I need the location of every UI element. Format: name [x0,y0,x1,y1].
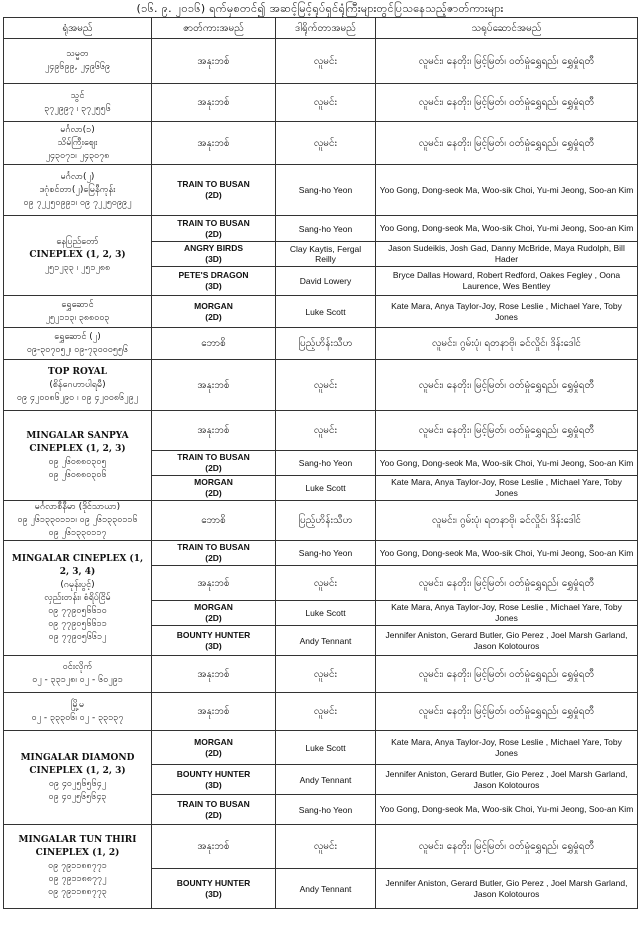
film-format: (3D) [205,888,222,899]
cinema-name-en: CINEPLEX (1, 2, 3) [29,250,126,260]
film-cell [152,451,276,476]
cast-cell: Yoo Gong, Dong-seok Ma, Woo-sik Choi, Yu-mi Jeong, Soo-an Kim [376,541,638,566]
film-title: BOUNTY HUNTER [176,768,251,779]
director-cell: Luke Scott [276,476,376,501]
cast-cell: Jennifer Aniston, Gerard Butler, Gio Perez , Joel Marsh Garland, Jason Kolotouros [376,765,638,795]
director-cell: လူမင်း [276,566,376,601]
film-format: (3D) [205,640,222,651]
film-format: (2D) [205,809,222,820]
film-cell [152,795,276,825]
cast-cell: လူမင်း၊ ဂွမ်းပုံ၊ ရတနာဗို၊ ခင်လှိုင်၊ ဒိန်းဒေါင် [376,501,638,541]
cast-cell: Yoo Gong, Dong-seok Ma, Woo-sik Choi, Yu-mi Jeong, Soo-an Kim [376,216,638,242]
cinema-cell [4,656,152,693]
schedule-table [3,17,638,909]
film-format: (2D) [205,190,222,200]
cinema-cell [4,731,152,825]
cast-cell: Bryce Dallas Howard, Robert Redford, Oakes Fegley , Oona Laurence, Wes Bentley [376,267,638,296]
cinema-cell [4,693,152,731]
film-cell [152,626,276,656]
cinema-phone: ၀၉ ၂၆၁၃၃၀၁၁၁၊ ၀၉ ၂၆၁၃၃၀၁၁၆ [17,515,138,525]
cinema-name: မြို့မ [70,699,85,710]
film-title: အနုးဘစ် [197,137,230,149]
film-title: MORGAN [194,300,233,311]
director-cell: Andy Tennant [276,765,376,795]
film-cell [152,267,276,296]
film-title: TRAIN TO BUSAN [177,798,250,809]
cinema-cell [4,39,152,84]
film-cell [152,328,276,360]
cinema-name: MINGALAR DIAMOND [20,752,135,763]
cinema-phone: ၂၄၃၀၇၁၊ ၂၄၃၀၇၈ [45,150,110,161]
cinema-name: ရွှေဆောင် (၂) [54,331,101,342]
cinema-phone: ၀၂ - ၃၃၁၂၈၊ ၀၂ - ၆၀၂၉၁ [32,675,123,685]
cinema-phone: ၀၉ ၂၆၁၃၃၀၁၁၇ [48,528,107,538]
director-cell: လူမင်း [276,122,376,165]
director-cell: Andy Tennant [276,626,376,656]
cinema-name: သမ္မတ [66,49,89,59]
film-cell [152,825,276,869]
cinema-name: ရွှေဆောင် [61,299,94,310]
film-title: အနုးဘစ် [197,425,230,436]
cinema-phone: ၀၉ ၇၇၉၀၅၆၆၁၁ [48,618,107,629]
director-cell: Sang-ho Yeon [276,216,376,242]
cinema-subtitle: (ဂမုန်းပွင့်) [60,579,95,590]
film-title: အနုးဘစ် [197,706,230,717]
cinema-name: MINGALAR TUN THIRI [18,835,137,845]
cast-cell: Kate Mara, Anya Taylor-Joy, Rose Leslie , Michael Yare, Toby Jones [376,296,638,328]
director-cell: Sang-ho Yeon [276,541,376,566]
film-format: (2D) [205,747,222,758]
film-title: TRAIN TO BUSAN [177,452,250,462]
film-title: BOUNTY HUNTER [176,629,251,640]
film-cell [152,122,276,165]
cast-cell: Kate Mara, Anya Taylor-Joy, Rose Leslie , Michael Yare, Toby Jones [376,601,638,626]
film-title: အနုးဘစ် [197,379,230,391]
film-cell [152,765,276,795]
director-cell: Andy Tennant [276,869,376,909]
table-row [4,296,638,328]
cinema-name: နေပြည်တော် [56,237,99,247]
cinema-name: မင်္ဂလာ(၂) [60,171,95,182]
film-title: PETE'S DRAGON [178,270,249,280]
cinema-cell [4,541,152,656]
cinema-cell [4,122,152,165]
table-row [4,825,638,869]
film-title: TRAIN TO BUSAN [177,179,250,189]
cinema-phone: ၀၉ ၇၉၁၁၈၈၇၇၃ [48,887,107,897]
film-title: အနုးဘစ် [197,668,230,680]
cast-cell: လူမင်း၊ နေတိုး၊ မြင့်မြတ်၊ ဝတ်မှုံရွှေရည်၊ ရွှေမှုံရတီ [376,566,638,601]
film-cell [152,656,276,693]
director-cell: Luke Scott [276,731,376,765]
film-format: (3D) [205,281,222,291]
cinema-phone: ၂၅၂၁၁၃၊ ၃၈၈၀၀၃ [45,312,110,323]
film-cell [152,731,276,765]
cast-cell: လူမင်း၊ ဂွမ်းပုံ၊ ရတနာဗို၊ ခင်လှိုင်၊ ဒိန်းဒေါင် [376,328,638,360]
cinema-cell [4,328,152,360]
cast-cell: လူမင်း၊ နေတိုး၊ မြင့်မြတ်၊ ဝတ်မှုံရွှေရည်၊ ရွှေမှုံရတီ [376,122,638,165]
film-title: ဘောစိ [201,338,226,349]
table-row [4,693,638,731]
cinema-phone: ၂၅၁၂၃၃ ၊ ၂၅၁၂၈၈ [44,263,111,273]
film-title: အနုးဘစ် [197,55,230,67]
film-format: (2D) [205,228,222,239]
film-cell [152,84,276,122]
director-cell: လူမင်း [276,825,376,869]
cast-cell: Yoo Gong, Dong-seok Ma, Woo-sik Choi, Yu-mi Jeong, Soo-an Kim [376,451,638,476]
cinema-phone: ၀၂ - ၃၃၃၀၆၊ ၀၂ - ၃၃၁၃၇ [31,712,124,723]
director-cell: လူမင်း [276,693,376,731]
table-row [4,411,638,451]
director-cell: လူမင်း [276,411,376,451]
cinema-cell [4,296,152,328]
cinema-phone: ၀၉ ၄၀၂၅၆၅၆၄၃ [48,791,107,802]
cinema-cell [4,84,152,122]
director-cell: ပြည့်ဟိန်းသီဟ [276,328,376,360]
film-title: အနုးဘစ် [197,97,230,108]
page-title: (၁၆. ၉. ၂၀၁၆) ရက်မှစတင်၍ အဆင့်မြင့်ရုပ်ရှင်ရုံကြီးများတွင်ပြသနေသည့်ဇာတ်ကားများ [136,2,504,15]
director-cell: Luke Scott [276,601,376,626]
table-row [4,216,638,242]
cinema-phone: ၀၉ ၄၂၀၀၈၆၂၉၀ ၊ ၀၉ ၄၂၀၀၈၆၂၉၂ [16,392,139,403]
cinema-cell [4,501,152,541]
director-cell: လူမင်း [276,656,376,693]
table-row [4,501,638,541]
cinema-phone: ၀၉ ၂၆၀၈၈၀၃၀၆ [48,469,107,480]
film-cell [152,501,276,541]
cast-cell: Jason Sudeikis, Josh Gad, Danny McBride, Maya Rudolph, Bill Hader [376,242,638,267]
film-cell [152,242,276,267]
cinema-phone: ၃၇၂၉၉၇ ၊ ၃၇၂၅၅၆ [44,103,111,114]
film-cell [152,39,276,84]
film-title: ANGRY BIRDS [183,243,244,253]
table-row [4,165,638,216]
film-cell [152,476,276,501]
cast-cell: Jennifer Aniston, Gerard Butler, Gio Perez , Joel Marsh Garland, Jason Kolotouros [376,626,638,656]
cinema-name-en: CINEPLEX (1, 2, 3) [29,765,126,776]
table-row [4,39,638,84]
cinema-name: သွင် [70,90,85,101]
cinema-cell [4,360,152,411]
director-cell: David Lowery [276,267,376,296]
cast-cell: လူမင်း၊ နေတိုး၊ မြင့်မြတ်၊ ဝတ်မှုံရွှေရည်၊ ရွှေမှုံရတီ [376,39,638,84]
cinema-name-en: CINEPLEX (1, 2, 3) [29,443,126,454]
cast-cell: Yoo Gong, Dong-seok Ma, Woo-sik Choi, Yu-mi Jeong, Soo-an Kim [376,795,638,825]
cinema-name: ဝင်းလိုက် [62,662,93,672]
header-film: ဇာတ်ကားအမည် [152,18,276,39]
director-cell: လူမင်း [276,84,376,122]
director-cell: Sang-ho Yeon [276,795,376,825]
cinema-phone: ၀၉ ၂၆၀၈၈၀၃၀၅ [48,456,107,467]
cinema-phone: ၀၉-၃၀၇၀၅၂၊ ၀၉-၇၃၀၀၀၅၅၆ [26,344,129,355]
film-format: (2D) [205,613,222,623]
table-row [4,541,638,566]
cinema-cell [4,216,152,296]
cast-cell: Kate Mara, Anya Taylor-Joy, Rose Leslie , Michael Yare, Toby Jones [376,476,638,501]
cinema-name: မင်္ဂလာစီနီမာ (ဒိုင်သာယာ) [34,502,121,512]
cast-cell: လူမင်း၊ နေတိုး၊ မြင့်မြတ်၊ ဝတ်မှုံရွှေရည်၊ ရွှေမှုံရတီ [376,411,638,451]
film-cell [152,360,276,411]
cinema-phone: ၀၉ ၄၀၂၅၆၅၆၄၂ [48,778,107,789]
director-cell: ပြည့်ဟိန်းသီဟ [276,501,376,541]
table-row [4,731,638,765]
film-cell [152,601,276,626]
table-row [4,122,638,165]
film-title: ဘောစိ [201,515,226,526]
film-title: TRAIN TO BUSAN [177,542,250,552]
header-director: ဒါရိုက်တာအမည် [276,18,376,39]
cast-cell: လူမင်း၊ နေတိုး၊ မြင့်မြတ်၊ ဝတ်မှုံရွှေရည်၊ ရွှေမှုံရတီ [376,360,638,411]
film-cell [152,165,276,216]
film-format: (2D) [205,463,222,473]
cinema-phone: ၂၄၉၆၉၉, ၂၄၉၆၆၉ [44,62,111,72]
cinema-subtitle-2: လှည်းတန်း၊ စံရိပ်ငြိမ် [44,592,111,603]
film-cell [152,411,276,451]
cast-cell: လူမင်း၊ နေတိုး၊ မြင့်မြတ်၊ ဝတ်မှုံရွှေရည်၊ ရွှေမှုံရတီ [376,656,638,693]
film-cell [152,216,276,242]
cast-cell: Kate Mara, Anya Taylor-Joy, Rose Leslie , Michael Yare, Toby Jones [376,731,638,765]
cinema-phone: ၀၉ ၇၇၉၀၅၆၆၁၂ [48,631,107,642]
cast-cell: လူမင်း၊ နေတိုး၊ မြင့်မြတ်၊ ဝတ်မှုံရွှေရည်၊ ရွှေမှုံရတီ [376,693,638,731]
cast-cell: လူမင်း၊ နေတိုး၊ မြင့်မြတ်၊ ဝတ်မှုံရွှေရည်၊ ရွှေမှုံရတီ [376,84,638,122]
director-cell: Sang-ho Yeon [276,451,376,476]
director-cell: Sang-ho Yeon [276,165,376,216]
film-cell [152,869,276,909]
film-title: အနုးဘစ် [197,577,230,589]
cinema-phone: ၀၉ ၇၂၂၅၀၉၉၁၊ ၀၉ ၇၂၂၅၀၉၉၂ [23,197,132,208]
director-cell: Clay Kaytis, Fergal Reilly [276,242,376,267]
cinema-cell [4,825,152,909]
film-title: BOUNTY HUNTER [176,877,251,888]
cinema-name: MINGALAR CINEPLEX (1, 2, 3, 4) [11,553,144,577]
film-title: MORGAN [194,477,233,487]
film-format: (2D) [205,311,222,322]
film-cell [152,693,276,731]
film-title: TRAIN TO BUSAN [177,217,250,228]
director-cell: Luke Scott [276,296,376,328]
film-cell [152,566,276,601]
cinema-name-en: CINEPLEX (1, 2) [35,848,120,858]
header-row [4,18,638,39]
header-cast: သရုပ်ဆောင်အမည် [376,18,638,39]
film-format: (3D) [205,254,222,264]
film-title: အနုးဘစ် [197,841,230,852]
film-title: MORGAN [194,736,233,747]
film-title: MORGAN [194,602,233,612]
cast-cell: Jennifer Aniston, Gerard Butler, Gio Perez , Joel Marsh Garland, Jason Kolotouros [376,869,638,909]
table-row [4,656,638,693]
film-format: (3D) [205,779,222,790]
film-format: (2D) [205,553,222,563]
film-cell [152,296,276,328]
cinema-name: MINGALAR SANPYA [26,430,129,441]
director-cell: လူမင်း [276,360,376,411]
cinema-phone: ၀၉ ၇၉၁၁၈၈၇၇၂ [48,874,107,884]
film-format: (2D) [205,488,222,498]
cinema-subtitle: (စိန်ဂေဟာပါရမီ) [49,379,106,390]
header-cinema: ရုံအမည် [4,18,152,39]
cinema-subtitle: ဒဂုံစင်တာ(၂)မြေနီကုန်း [39,184,116,195]
cinema-name: မင်္ဂလာ(၁) [60,124,95,135]
cinema-cell [4,411,152,501]
schedule-body [4,39,638,909]
cast-cell: Yoo Gong, Dong-seok Ma, Woo-sik Choi, Yu-mi Jeong, Soo-an Kim [376,165,638,216]
table-row [4,84,638,122]
cinema-phone: ၀၉ ၇၉၁၁၈၈၇၇၁ [48,861,107,871]
table-row [4,328,638,360]
cinema-subtitle: သိမ်ကြီးဈေး [57,137,98,148]
table-row [4,360,638,411]
cinema-phone: ၀၉ ၇၇၉၀၅၆၆၁၀ [48,605,107,616]
cast-cell: လူမင်း၊ နေတိုး၊ မြင့်မြတ်၊ ဝတ်မှုံရွှေရည်၊ ရွှေမှုံရတီ [376,825,638,869]
director-cell: လူမင်း [276,39,376,84]
cinema-cell [4,165,152,216]
cinema-name: TOP ROYAL [48,366,107,377]
film-cell [152,541,276,566]
